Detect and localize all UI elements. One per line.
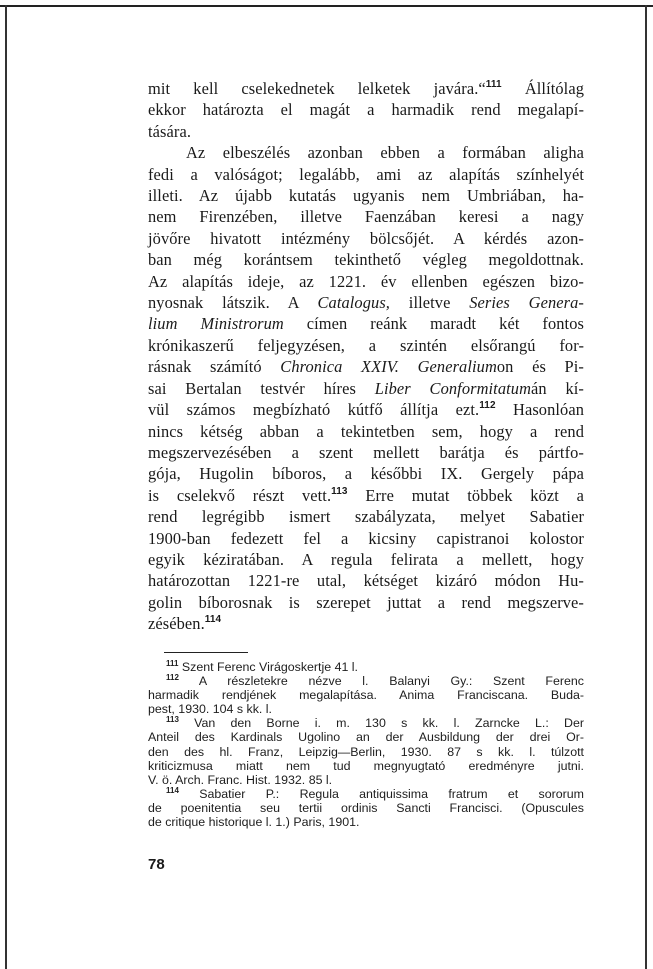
footnote-line: $^{112}$ A részletekre nézve l. Balanyi Gy.: Szent Ferenc [166, 673, 584, 689]
italic-title: Series Genera- [469, 293, 584, 313]
body-line: nincs kétség abban a tekintetben sem, hogy a rend [148, 421, 584, 441]
footnote-line: de critique historique l. 1.) Paris, 1901. [148, 815, 360, 830]
body-line: ekkor határozta el magát a harmadik rend megalapí- [148, 100, 584, 120]
body-line: vül számos megbízható kútfő állítja ezt.$^{112}$ Hasonlóan [148, 400, 585, 420]
page-border-top [0, 5, 653, 7]
page-border-right [645, 5, 647, 969]
body-line: nyosnak látszik. A Catalogus, illetve Series Genera- [148, 293, 584, 313]
footnote-line: $^{113}$ Van den Borne i. m. 130 s kk. l. Zarncke L.: Der [166, 715, 584, 731]
body-line: rásnak számító Chronica XXIV. Generaliumon és Pi- [148, 357, 584, 377]
body-line: zésében.$^{114}$ [148, 614, 222, 634]
body-line: mit kell cselekednetek lelketek javára.“$^{111}$ Állítólag [148, 79, 584, 98]
footnote-line: Anteil des Kardinals Ugolino an der Ausbildung der drei Or- [148, 730, 584, 745]
body-line: ban még korántsem tekinthető végleg megoldottnak. [148, 250, 584, 270]
footnote-line: den des hl. Franz, Leipzig—Berlin, 1930. 87 s kk. l. túlzott [148, 744, 584, 759]
body-line: krónikaszerű feljegyzésen, a szintén elsőrangú for- [148, 335, 584, 355]
italic-title: Chronica XXIV. Generalium [280, 357, 497, 377]
body-line: egyik kéziratában. A regula felirata a mellett, hogy [148, 549, 584, 569]
italic-title: Liber Conformitatum [374, 378, 532, 398]
page-number: 78 [148, 856, 165, 873]
footnote-ref: 111 [485, 79, 502, 90]
body-text [148, 78, 584, 635]
body-line: nem Firenzében, illetve Faenzában keresi a nagy [148, 207, 584, 227]
body-line: 1900-ban fedezett fel a kicsiny capistranoi kolostor [148, 528, 584, 548]
body-line: gója, Hugolin bíboros, a későbbi IX. Gergely pápa [148, 464, 584, 484]
footnote-line: $^{111}$ Szent Ferenc Virágoskertje 41 l. [166, 659, 358, 674]
footnote-line: kriticizmusa miatt nem tud megnyugtató eredményre jutni. [148, 758, 584, 773]
footnote-line: harmadik rendjének megalapítása. Anima Franciscana. Buda- [148, 688, 584, 703]
body-line: Az alapítás ideje, az 1221. év ellenben egészen bizo- [148, 271, 584, 291]
footnote-line: pest, 1930. 104 s kk. l. [148, 702, 272, 717]
paragraph-start-line: Az elbeszélés azonban ebben a formában aligha [186, 143, 584, 163]
body-line: illeti. Az újabb kutatás ugyanis nem Umbriában, ha- [148, 186, 584, 206]
footnote-line: $^{114}$ Sabatier P.: Regula antiquissima fratrum et sororum [166, 785, 584, 801]
footnotes [148, 660, 584, 829]
italic-title: Catalogus, [317, 293, 390, 313]
body-line: fedi a valóságot; legalább, ami az alapítás színhelyét [148, 164, 584, 184]
footnote-ref: 114 [204, 614, 222, 626]
body-line: golin bíborosnak is szerepet juttat a rend megszerve- [148, 592, 584, 612]
body-line: megszervezésében a szent mellett barátja és pártfo- [148, 442, 584, 462]
footnote-line: de poenitentia seu tertii ordinis Sancti Francisci. (Opuscules [148, 800, 584, 815]
body-line: jövőre hivatott intézmény bölcsőjét. A kérdés azon- [148, 228, 584, 248]
body-line: rend legrégibb ismert szabályzata, melyet Sabatier [148, 507, 584, 527]
body-line: tására. [148, 121, 192, 141]
footnote-separator [164, 652, 248, 653]
body-line: sai Bertalan testvér híres Liber Conformitatumán kí- [148, 378, 584, 398]
body-line: határozottan 1221-re utal, kétséget kizáró módon Hu- [148, 571, 584, 591]
footnote-ref: 112 [479, 400, 496, 412]
footnote-ref: 113 [331, 485, 348, 497]
italic-title: lium Ministrorum [148, 314, 284, 334]
footnote-line: V. ö. Arch. Franc. Hist. 1932. 85 l. [148, 772, 333, 787]
page-border-left [5, 5, 7, 969]
body-line: lium Ministrorum címen reánk maradt két fontos [148, 314, 584, 334]
body-line: is cselekvő részt vett.$^{113}$ Erre mutat többek közt a [148, 485, 584, 505]
